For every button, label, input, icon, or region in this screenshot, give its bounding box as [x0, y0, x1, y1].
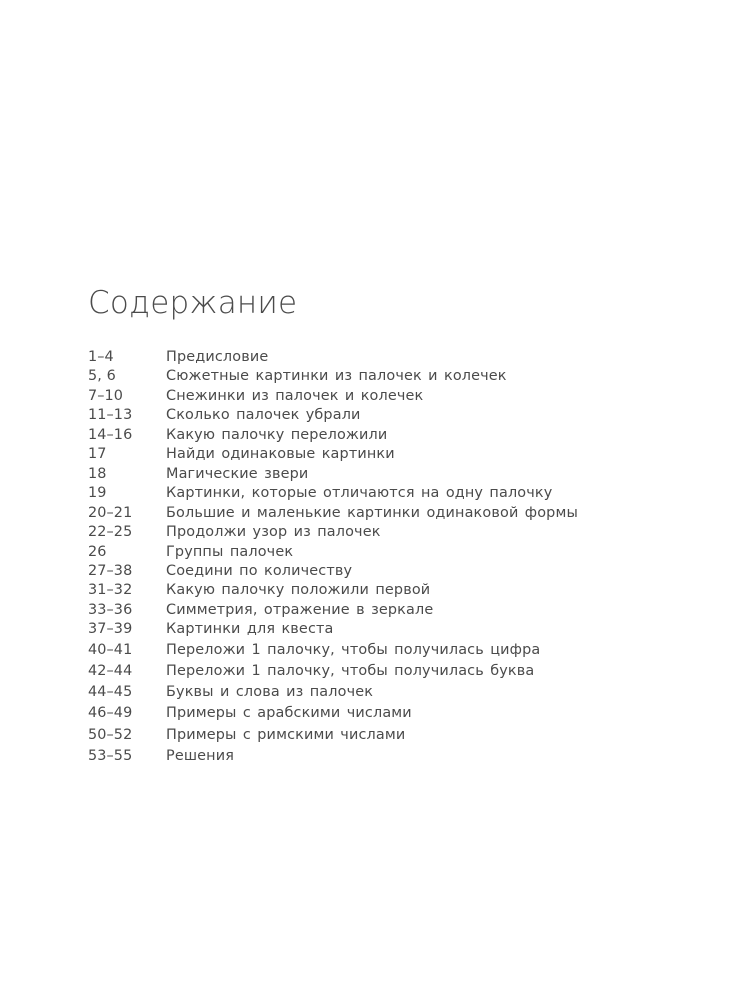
toc-entry-pages: 22–25	[88, 524, 133, 541]
toc-entry[interactable]	[88, 387, 668, 406]
toc-entry-pages: 19	[88, 485, 107, 502]
table-of-contents	[88, 285, 668, 767]
toc-entry-label: Переложи 1 палочку, чтобы получилась буква	[166, 663, 535, 679]
page-title: Содержание	[88, 285, 298, 321]
toc-entry-label: Решения	[166, 747, 235, 764]
toc-entry-label: Найди одинаковые картинки	[166, 446, 395, 463]
toc-entry[interactable]	[88, 703, 668, 724]
toc-entry[interactable]	[88, 504, 668, 523]
toc-entry[interactable]	[88, 367, 668, 386]
toc-entry[interactable]	[88, 543, 668, 562]
toc-entry[interactable]	[88, 562, 668, 581]
toc-entry[interactable]	[88, 746, 668, 767]
toc-entry-pages: 40–41	[88, 641, 133, 658]
toc-entry-label: Симметрия, отражение в зеркале	[166, 601, 434, 618]
toc-entry-label: Переложи 1 палочку, чтобы получилась цифра	[166, 641, 541, 658]
toc-entry-pages: 33–36	[88, 601, 133, 618]
toc-entry-pages: 14–16	[88, 426, 133, 443]
toc-entry-pages: 5, 6	[88, 368, 116, 385]
toc-entry-label: Снежинки из палочек и колечек	[166, 387, 424, 404]
toc-entry-label: Какую палочку положили первой	[166, 582, 431, 599]
toc-entry-pages: 18	[88, 465, 107, 482]
toc-entry[interactable]	[88, 348, 668, 367]
toc-entry-label: Соедини по количеству	[166, 562, 353, 579]
toc-entry[interactable]	[88, 620, 668, 639]
toc-entry-label: Картинки для квеста	[166, 621, 334, 638]
toc-entry[interactable]	[88, 581, 668, 600]
toc-entry-label: Примеры с римскими числами	[166, 726, 406, 743]
toc-entry-pages: 37–39	[88, 621, 133, 638]
toc-entry-pages: 1–4	[88, 349, 114, 365]
toc-entry[interactable]	[88, 640, 668, 661]
toc-entry-label: Примеры с арабскими числами	[166, 705, 412, 722]
toc-entry[interactable]	[88, 725, 668, 746]
toc-entry-pages: 26	[88, 543, 107, 560]
toc-entry[interactable]	[88, 601, 668, 620]
toc-entry[interactable]	[88, 523, 668, 542]
toc-entry-pages: 11–13	[88, 407, 133, 424]
toc-entry[interactable]	[88, 445, 668, 464]
toc-entry-pages: 44–45	[88, 684, 133, 701]
toc-entry-pages: 7–10	[88, 387, 124, 404]
toc-entry-pages: 46–49	[88, 705, 133, 722]
toc-entry-label: Предисловие	[166, 349, 269, 365]
toc-entry-pages: 17	[88, 446, 107, 463]
toc-entry-label: Картинки, которые отличаются на одну палочку	[166, 485, 553, 502]
toc-entry[interactable]	[88, 406, 668, 425]
toc-entry[interactable]	[88, 484, 668, 503]
toc-entry-label: Сколько палочек убрали	[166, 407, 361, 424]
toc-entry-pages: 20–21	[88, 504, 133, 521]
toc-entry-label: Продолжи узор из палочек	[166, 524, 381, 541]
toc-entry[interactable]	[88, 426, 668, 445]
toc-entry-list	[88, 348, 668, 767]
toc-entry-label: Группы палочек	[166, 543, 294, 560]
toc-entry[interactable]	[88, 465, 668, 484]
toc-entry[interactable]	[88, 682, 668, 703]
toc-entry-label: Какую палочку переложили	[166, 426, 388, 443]
toc-entry-pages: 42–44	[88, 663, 133, 679]
toc-entry-label: Сюжетные картинки из палочек и колечек	[166, 368, 507, 385]
toc-entry-pages: 50–52	[88, 726, 133, 743]
toc-entry-pages: 31–32	[88, 582, 133, 599]
toc-entry-label: Буквы и слова из палочек	[166, 684, 374, 701]
toc-entry[interactable]	[88, 661, 668, 682]
toc-entry-label: Магические звери	[166, 465, 309, 482]
toc-entry-label: Большие и маленькие картинки одинаковой формы	[166, 504, 578, 521]
toc-entry-pages: 27–38	[88, 562, 133, 579]
toc-entry-pages: 53–55	[88, 747, 133, 764]
